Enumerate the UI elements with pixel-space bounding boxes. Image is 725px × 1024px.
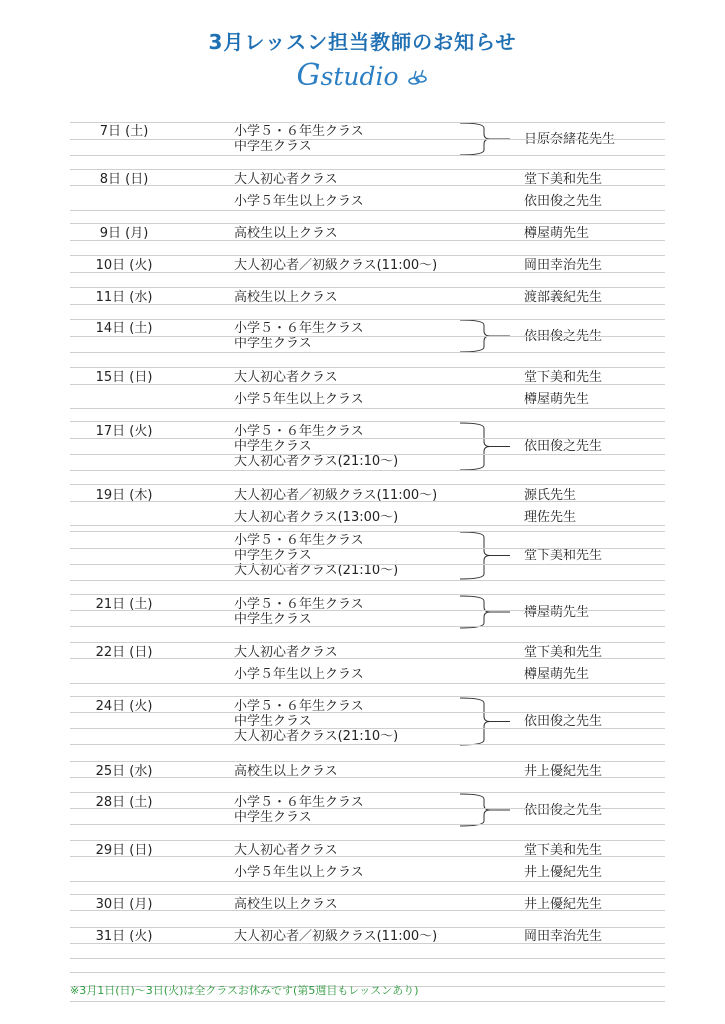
class-name: 小学５年生以上クラス	[234, 667, 364, 682]
rule-line	[70, 1001, 665, 1002]
teacher-name: 井上優紀先生	[524, 897, 603, 912]
class-name: 小学５・６年生クラス	[234, 321, 364, 336]
rule-line	[70, 319, 665, 320]
rule-line	[70, 155, 665, 156]
rule-line	[70, 185, 665, 186]
rule-line	[70, 777, 665, 778]
class-name: 大人初心者クラス	[234, 843, 338, 858]
date-cell: 21日 (土)	[95, 597, 153, 612]
rule-line	[70, 501, 665, 502]
teacher-name: 樽屋萌先生	[524, 226, 590, 241]
brace-icon	[458, 793, 514, 827]
class-name: 中学生クラス	[234, 139, 312, 154]
date-cell: 7日 (土)	[99, 124, 149, 139]
studio-logo: Gstudio	[0, 58, 725, 93]
class-name: 大人初心者／初級クラス(11:00～)	[234, 488, 438, 503]
teacher-name: 日原奈緒花先生	[524, 131, 616, 147]
rule-line	[70, 856, 665, 857]
teacher-name: 堂下美和先生	[524, 645, 603, 660]
class-name: 中学生クラス	[234, 548, 312, 563]
rule-line	[70, 580, 665, 581]
teacher-name: 堂下美和先生	[524, 370, 603, 385]
date-cell: 30日 (月)	[95, 897, 153, 912]
brace-icon	[458, 531, 514, 580]
rule-line	[70, 927, 665, 928]
rule-line	[70, 761, 665, 762]
class-name: 中学生クラス	[234, 714, 312, 729]
date-cell: 9日 (月)	[99, 226, 149, 241]
class-name: 小学５・６年生クラス	[234, 699, 364, 714]
teacher-name: 樽屋萌先生	[524, 392, 590, 407]
rule-line	[70, 408, 665, 409]
rule-line	[70, 958, 665, 959]
date-cell: 28日 (土)	[95, 795, 153, 810]
page-title: 3月レッスン担当教師のお知らせ	[208, 30, 517, 54]
teacher-name: 依田俊之先生	[524, 714, 603, 729]
class-name: 中学生クラス	[234, 439, 312, 454]
rule-line	[70, 792, 665, 793]
class-name: 大人初心者クラス(21:10～)	[234, 454, 399, 469]
date-cell: 11日 (水)	[95, 290, 153, 305]
class-name: 大人初心者クラス(21:10～)	[234, 563, 399, 578]
class-name: 高校生以上クラス	[234, 764, 338, 779]
rule-line	[70, 943, 665, 944]
rule-line	[70, 470, 665, 471]
date-cell: 10日 (火)	[95, 258, 153, 273]
date-cell: 25日 (水)	[95, 764, 153, 779]
class-name: 小学５・６年生クラス	[234, 597, 364, 612]
rule-line	[70, 255, 665, 256]
rule-line	[70, 808, 665, 809]
teacher-name: 依田俊之先生	[524, 328, 603, 344]
class-name: 高校生以上クラス	[234, 290, 338, 305]
date-cell: 31日 (火)	[95, 929, 153, 944]
class-name: 小学５年生以上クラス	[234, 865, 364, 880]
rule-line	[70, 696, 665, 697]
teacher-name: 堂下美和先生	[524, 548, 603, 563]
rule-line	[70, 438, 665, 439]
date-cell: 29日 (日)	[95, 843, 153, 858]
rule-line	[70, 626, 665, 627]
date-cell: 22日 (日)	[95, 645, 153, 660]
date-cell: 14日 (土)	[95, 321, 153, 336]
class-name: 大人初心者クラス	[234, 370, 338, 385]
rule-line	[70, 712, 665, 713]
rule-line	[70, 384, 665, 385]
date-cell: 17日 (火)	[95, 424, 153, 439]
rule-line	[70, 525, 665, 526]
rule-line	[70, 594, 665, 595]
rule-line	[70, 454, 665, 455]
teacher-name: 岡田幸治先生	[524, 929, 603, 944]
rule-line	[70, 658, 665, 659]
class-name: 小学５・６年生クラス	[234, 124, 364, 139]
rule-line	[70, 304, 665, 305]
rule-line	[70, 610, 665, 611]
date-cell: 8日 (日)	[99, 172, 149, 187]
class-name: 中学生クラス	[234, 612, 312, 627]
date-cell: 24日 (火)	[95, 699, 153, 714]
rule-line	[70, 840, 665, 841]
ballet-shoes-icon	[406, 69, 428, 89]
class-name: 大人初心者クラス(21:10～)	[234, 729, 399, 744]
teacher-name: 堂下美和先生	[524, 843, 603, 858]
teacher-name: 堂下美和先生	[524, 172, 603, 187]
teacher-name: 依田俊之先生	[524, 194, 603, 209]
brace-icon	[458, 697, 514, 746]
rule-line	[70, 548, 665, 549]
rule-line	[70, 894, 665, 895]
class-name: 小学５・６年生クラス	[234, 795, 364, 810]
teacher-name: 理佐先生	[524, 510, 577, 525]
rule-line	[70, 910, 665, 911]
teacher-name: 樽屋萌先生	[524, 604, 590, 620]
class-name: 大人初心者クラス	[234, 645, 338, 660]
rule-line	[70, 367, 665, 368]
rule-line	[70, 972, 665, 973]
rule-line	[70, 824, 665, 825]
rule-line	[70, 421, 665, 422]
class-name: 小学５年生以上クラス	[234, 392, 364, 407]
rule-line	[70, 336, 665, 337]
rule-line	[70, 169, 665, 170]
rule-line	[70, 642, 665, 643]
teacher-name: 源氏先生	[524, 488, 577, 503]
rule-line	[70, 122, 665, 123]
class-name: 中学生クラス	[234, 336, 312, 351]
rule-line	[70, 223, 665, 224]
brace-icon	[458, 422, 514, 471]
class-name: 大人初心者／初級クラス(11:00～)	[234, 258, 438, 273]
class-name: 小学５・６年生クラス	[234, 533, 364, 548]
rule-line	[70, 728, 665, 729]
teacher-name: 依田俊之先生	[524, 439, 603, 454]
rule-line	[70, 139, 665, 140]
rule-line	[70, 744, 665, 745]
rule-line	[70, 352, 665, 353]
rule-line	[70, 210, 665, 211]
teacher-name: 依田俊之先生	[524, 802, 603, 818]
rule-line	[70, 564, 665, 565]
teacher-name: 渡部義紀先生	[524, 290, 603, 305]
class-name: 高校生以上クラス	[234, 226, 338, 241]
brace-icon	[458, 595, 514, 629]
rule-line	[70, 683, 665, 684]
date-cell: 15日 (日)	[95, 370, 153, 385]
class-name: 高校生以上クラス	[234, 897, 338, 912]
rule-line	[70, 287, 665, 288]
rule-line	[70, 272, 665, 273]
class-name: 大人初心者クラス(13:00～)	[234, 510, 399, 525]
rule-line	[70, 531, 665, 532]
teacher-name: 井上優紀先生	[524, 865, 603, 880]
teacher-name: 岡田幸治先生	[524, 258, 603, 273]
class-name: 大人初心者クラス	[234, 172, 338, 187]
class-name: 小学５・６年生クラス	[234, 424, 364, 439]
rule-line	[70, 881, 665, 882]
class-name: 中学生クラス	[234, 810, 312, 825]
class-name: 小学５年生以上クラス	[234, 194, 364, 209]
teacher-name: 井上優紀先生	[524, 764, 603, 779]
class-name: 大人初心者／初級クラス(11:00～)	[234, 929, 438, 944]
date-cell: 19日 (木)	[95, 488, 153, 503]
rule-line	[70, 484, 665, 485]
closure-note: ※3月1日(日)～3日(火)は全クラスお休みです(第5週目もレッスンあり)	[70, 984, 419, 997]
teacher-name: 樽屋萌先生	[524, 667, 590, 682]
rule-line	[70, 240, 665, 241]
